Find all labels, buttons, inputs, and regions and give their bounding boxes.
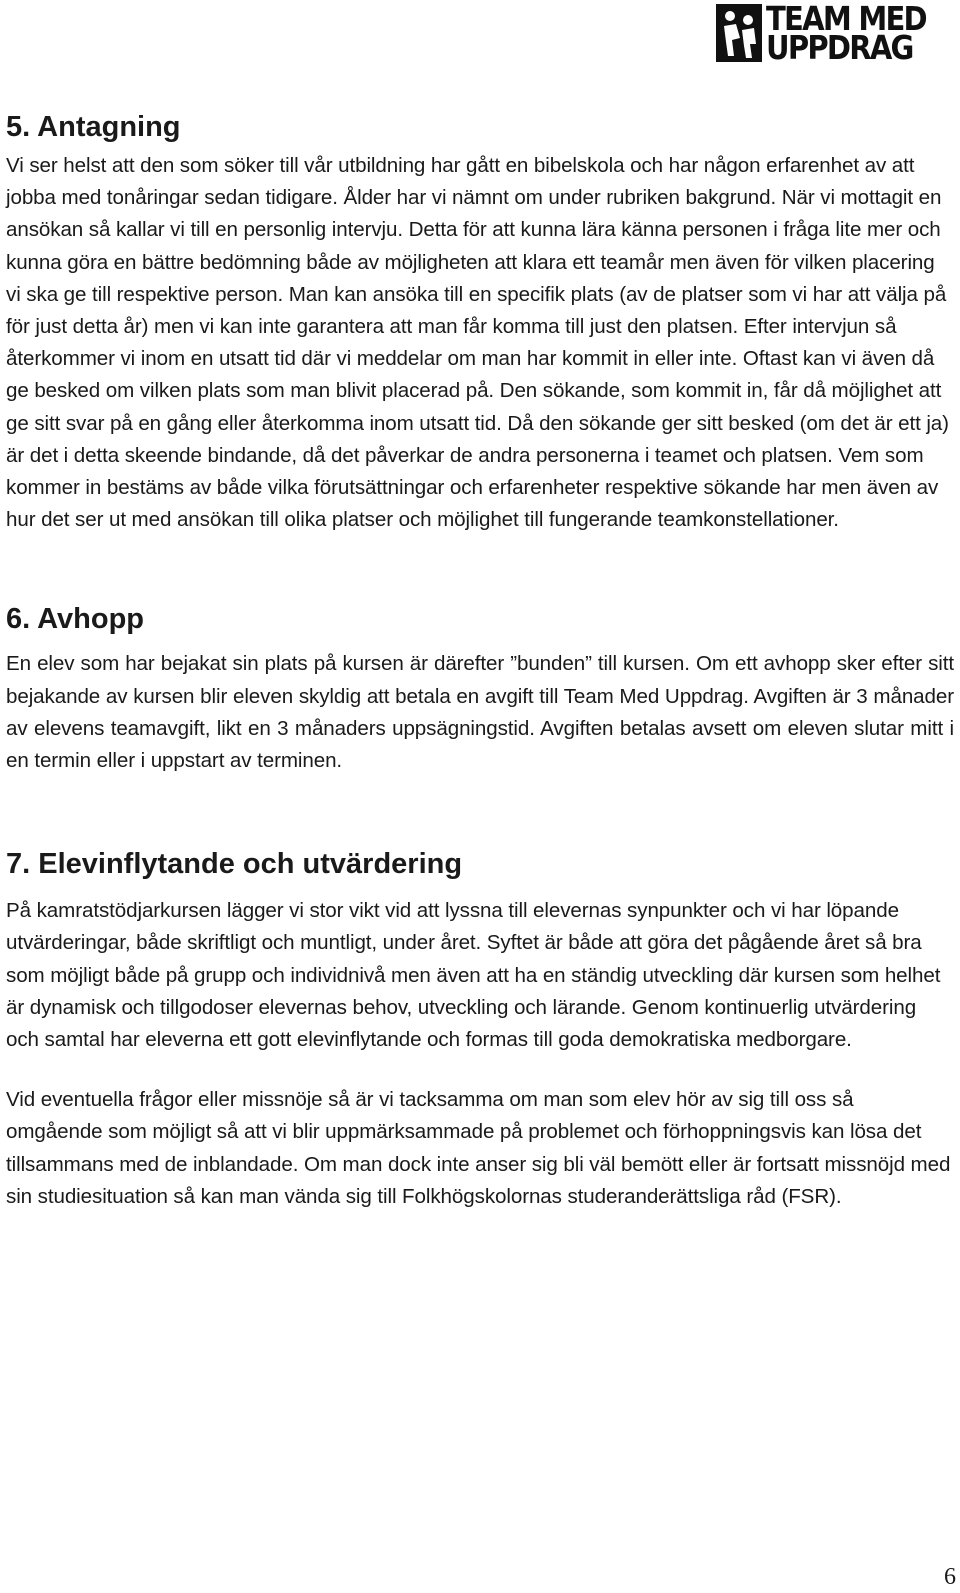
section-elevinflytande [6,845,954,1213]
section-paragraph: Vid eventuella frågor eller missnöje så är vi tacksamma om man som elev hör av sig till oss så omgående som möjligt så att vi blir uppmärksammade på problemet och förhoppningsvis kan lösa det tillsammans med de inblandade. Om man dock inte anser sig bli väl bemött eller är fortsatt missnöjd med sin studiesituation så kan man vända sig till Folkhögskolornas studeranderättsliga råd (FSR). [6,1088,951,1208]
people-silhouette-icon [716,4,762,62]
section-paragraph: På kamratstödjarkursen lägger vi stor vikt vid att lyssna till elevernas synpunkter och vi har löpande utvärderingar, både skriftligt och muntligt, under året. Syftet är både att göra det pågående året så bra som möjligt både på grupp och individnivå men även att ha en ständig utveckling där kursen som helhet är dynamisk och tillgodoser elevernas behov, utveckling och lärande. Genom kontinuerlig utvärdering och samtal har eleverna ett gott elevinflytande och formas till goda demokratiska medborgare. [6,899,941,1052]
team-med-uppdrag-logo [716,0,948,67]
logo-line-1: TEAM MED [766,0,927,38]
section-paragraph: Vi ser helst att den som söker till vår utbildning har gått en bibelskola och har någon erfarenhet av att jobba med tonåringar sedan tidigare. Ålder har vi nämnt om under rubriken bakgrund. När vi mottagit en ansökan så kallar vi till en personlig intervju. Detta för att kunna lära känna personen i fråga lite mer och kunna göra en bättre bedömning både av möjligheten att klara ett teamår men även för vilken placering vi ska ge till respektive person. Man kan ansöka till en specifik plats (av de platser som vi har att välja på för just detta år) men vi kan inte garantera att man får komma till just den platsen. Efter intervjun så återkommer vi inom en utsatt tid där vi meddelar om man har kommit in eller inte. Oftast kan vi även då ge besked om vilken plats som man blivit placerad på. Den sökande, som kommit in, får då möjlighet att ge sitt svar på en gång eller återkomma inom utsatt tid. Då den sökande ger sitt besked (om det är ett ja) är det i detta skeende bindande, då det påverkar de andra personerna i teamet och platsen. Vem som kommer in bestäms av både vilka förutsättningar och erfarenheter respektive sökande har men även av hur det ser ut med ansökan till olika platser och möjlighet till fungerande teamkonstellationer. [6,154,949,532]
page-number: 6 [944,1564,956,1590]
section-heading: 5. Antagning [6,111,181,143]
section-heading: 6. Avhopp [6,603,145,636]
document-body [6,108,954,1213]
logo-line-2: UPPDRAG [766,28,913,67]
section-heading: 7. Elevinflytande och utvärdering [6,848,463,881]
section-paragraph: En elev som har bejakat sin plats på kursen är därefter ”bunden” till kursen. Om ett avhopp sker efter sitt bejakande av kursen blir eleven skyldig att betala en avgift till Team Med Uppdrag. Avgiften är 3 månader av elevens teamavgift, likt en 3 månaders uppsägningstid. Avgiften betalas avsett om eleven slutar mitt i en termin eller i uppstart av terminen. [6,652,954,773]
logo-wordmark [766,0,927,67]
section-antagning [6,108,954,536]
section-avhopp [6,600,954,777]
